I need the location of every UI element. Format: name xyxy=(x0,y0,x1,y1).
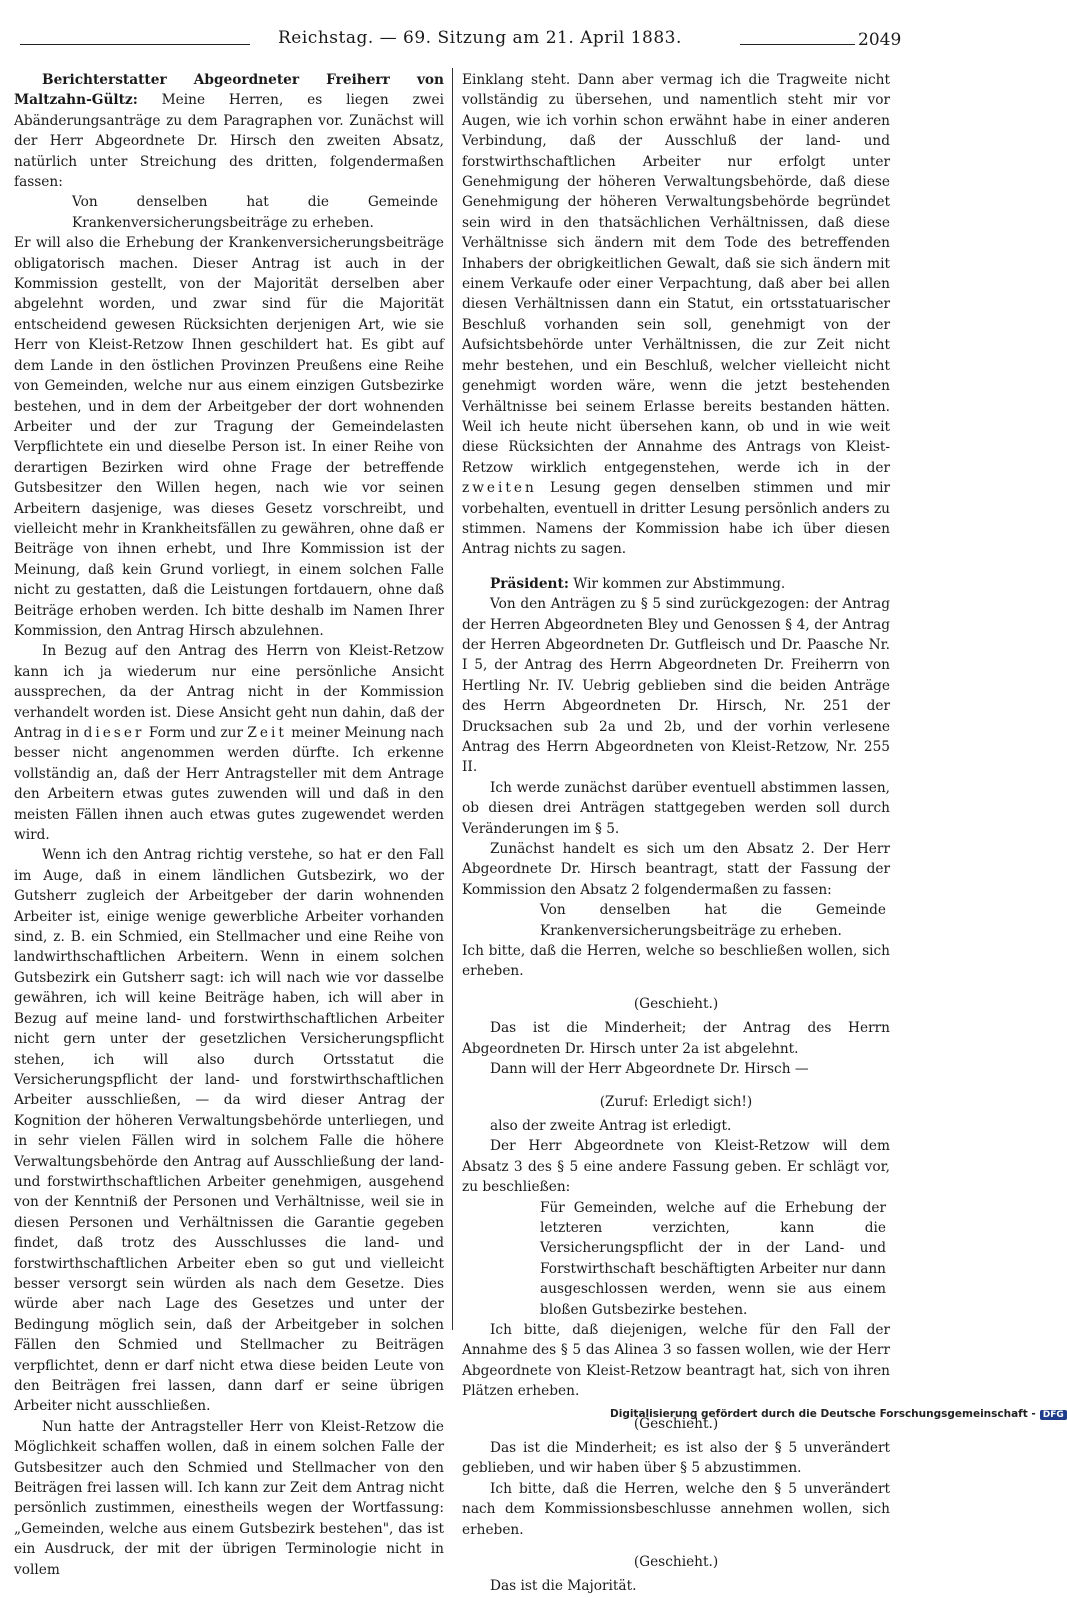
right-column xyxy=(462,70,890,1597)
paragraph xyxy=(462,70,890,560)
paragraph-text: Lesung gegen denselben stimmen und mir vorbehalten, eventuell in dritter Lesung persönlich anders zu stimmen. Namens der Kommission habe ich über diesen Antrag nichts zu sagen. xyxy=(462,480,890,558)
paragraph-text: Einklang steht. Dann aber vermag ich die Tragweite nicht vollständig zu übersehen, und namentlich steht mir vor Augen, wie ich vorhin schon erwähnt habe in einer anderen Verbindung, daß der Ausschluß der land- und forstwirthschaftlichen Arbeiter nur erfolgt unter Genehmigung der höheren Verwaltungsbehörde, daß diese Genehmigung der höheren Verwaltungsbehörde begründet sein wird in den thatsächlichen Verhältnissen, daß diese Verhältnisse sich ändern mit dem Tode des betreffenden Inhabers der obrigkeitlichen Gewalt, daß sie sich ändern mit einem Verkaufe oder einer Verpachtung, daß aber bei allen diesen Verhältnissen dann ein Statut, ein ortsstatuarischer Beschluß vorhanden sein soll, genehmigt von der Aufsichtsbehörde unter Verhältnissen, die zur Zeit nicht mehr bestehen, und ein Beschluß, welcher vielleicht nicht genehmigt worden wäre, wenn die jetzt bestehenden Verhältnisse bei seinem Erlasse bereits bestanden hätten. Weil ich heute nicht übersehen kann, ob und in wie weit diese Rücksichten der Annahme des Antrags von Kleist-Retzow wirklich entgegenstehen, werde ich in der xyxy=(462,72,890,476)
header-rule-right xyxy=(740,44,855,45)
paragraph: Das ist die Minderheit; es ist also der § 5 unverändert geblieben, und wir haben über § 5 abzustimmen. xyxy=(462,1440,890,1477)
paragraph-text: In Bezug auf den Antrag des Herrn von Kleist-Retzow kann ich ja wiederum nur eine persönliche Ansicht aussprechen, da der Antrag nicht in der Kommission verhandelt worden ist. Diese Ansicht geht nun dahin, daß der Antrag in xyxy=(14,643,444,741)
paragraph: Zunächst handelt es sich um den Absatz 2. Der Herr Abgeordnete Dr. Hirsch beantragt, statt der Fassung der Kommission den Absatz 2 folgendermaßen zu fassen: xyxy=(462,841,890,898)
footer-text: Digitalisierung gefördert durch die Deutsche Forschungsgemeinschaft - xyxy=(610,1408,1036,1420)
paragraph: Ich werde zunächst darüber eventuell abstimmen lassen, ob diesen drei Anträgen stattgegeben werden soll durch Veränderungen im § 5. xyxy=(462,779,890,837)
spaced-emphasis: Zeit xyxy=(247,725,287,741)
quoted-motion: Von denselben hat die Gemeinde Krankenversicherungsbeiträge zu erheben. xyxy=(540,902,886,939)
quoted-motion: Für Gemeinden, welche auf die Erhebung der letzteren verzichten, kann die Versicherungspflicht der in der Land- und Forstwirthschaft beschäftigten Arbeiter nur dann ausgeschlossen werden, wenn sie aus einem bloßen Gutsbezirke bestehen. xyxy=(540,1199,886,1318)
paragraph-text: Form und zur xyxy=(144,725,248,741)
paragraph: Das ist die Majorität. xyxy=(490,1578,637,1595)
column-divider xyxy=(452,68,453,1330)
page-number: 2049 xyxy=(858,30,902,50)
paragraph: also der zweite Antrag ist erledigt. xyxy=(490,1117,732,1134)
speaker-name: Präsident: xyxy=(490,575,569,592)
paragraph: Wenn ich den Antrag richtig verstehe, so hat er den Fall im Auge, daß in einem ländlichen Gutsbezirk, wo der Gutsherr zugleich der Arbeitgeber der darin wohnenden Arbeiter ist, einige wenige gewerbliche Arbeiter vorhanden sind, z. B. ein Schmied, ein Stellmacher und eine Reihe von landwirthschaftlichen Arbeitern. Wenn in einem solchen Gutsbezirk ein Gutsherr sagt: ich will nach wie vor dasselbe gewähren, ich will keine Beiträge haben, ich will aber in Bezug auf meine land- und forstwirthschaftlichen Arbeiter nicht gern unter der gesetzlichen Versicherungspflicht stehen, ich will also durch Ortsstatut die Versicherungspflicht der land- und forstwirthschaftlichen Arbeiter ausschließen, — da wird dieser Antrag der Kognition der höheren Verwaltungsbehörde unterliegen, und in sehr vielen Fällen wird in solchem Falle die höhere Verwaltungsbehörde den Antrag auf Ausschließung der land- und forstwirthschaftlichen Arbeiter genehmigen, ausgehend von der Kenntniß der Personen und Verhältnisse, weil sie in diesen Personen und Verhältnissen die Garantie gegeben findet, daß trotz des Ausschlusses die land- und forstwirthschaftlichen Arbeiter eben so gut und vielleicht besser versorgt sein würden als nach dem Gesetze. Dies würde aber nach Lage des Gesetzes und unter der Bedingung möglich sein, daß der Arbeitgeber in solchen Fällen den Schmied und Stellmacher zu Beiträgen verpflichtet, denn er darf nicht etwa diese beiden Leute von den Beiträgen frei lassen, dann darf er seine übrigen Arbeiter nicht ausschließen. xyxy=(14,847,444,1415)
dfg-logo: DFG xyxy=(1040,1410,1067,1420)
header-rule-left xyxy=(20,44,250,45)
paragraph: Ich bitte, daß diejenigen, welche für den Fall der Annahme des § 5 das Alinea 3 so fassen wollen, wie der Herr Abgeordnete von Kleist-Retzow beantragt hat, sich von ihren Plätzen erheben. xyxy=(462,1321,890,1400)
speaker-name: Berichterstatter Abgeordneter Freiherr von Maltzahn-Gültz: xyxy=(14,72,444,109)
stage-direction: (Geschieht.) xyxy=(633,995,719,1012)
spaced-emphasis: dieser xyxy=(83,725,145,741)
digitization-footer xyxy=(610,1408,1064,1420)
page-header xyxy=(20,28,902,58)
paragraph-text: Meine Herren, es liegen zwei Abänderungsanträge zu dem Paragraphen vor. Zunächst will der Herr Abgeordnete Dr. Hirsch den zweiten Absatz, natürlich unter Streichung des dritten, folgendermaßen fassen: xyxy=(14,92,444,191)
stage-direction: (Geschieht.) xyxy=(633,1554,719,1571)
paragraph xyxy=(14,641,444,845)
stage-direction: (Geschieht.) xyxy=(633,1415,719,1432)
paragraph: Ich bitte, daß die Herren, welche so beschließen wollen, sich erheben. xyxy=(462,943,890,980)
paragraph: Nun hatte der Antragsteller Herr von Kleist-Retzow die Möglichkeit schaffen wollen, daß in einem solchen Falle der Gutsbesitzer auch den Schmied und Stellmacher von den Beiträgen frei lassen will. Ich kann zur Zeit dem Antrag nicht persönlich zustimmen, einestheils wegen der Wortfassung: „Gemeinden, welche aus einem Gutsbezirk bestehen", das ist ein Ausdruck, der mit der übrigen Terminologie nicht in vollem xyxy=(14,1418,444,1578)
paragraph: Ich bitte, daß die Herren, welche den § 5 unverändert nach dem Kommissionsbeschlusse annehmen wollen, sich erheben. xyxy=(462,1480,890,1538)
stage-direction: (Zuruf: Erledigt sich!) xyxy=(599,1093,753,1110)
paragraph: Der Herr Abgeordnete von Kleist-Retzow will dem Absatz 3 des § 5 eine andere Fassung geben. Er schlägt vor, zu beschließen: xyxy=(462,1138,890,1196)
quoted-motion: Von denselben hat die Gemeinde Krankenversicherungsbeiträge zu erheben. xyxy=(72,194,438,231)
paragraph: Von den Anträgen zu § 5 sind zurückgezogen: der Antrag der Herren Abgeordneten Bley und Genossen § 4, der Antrag der Herren Abgeordneten Dr. Gutfleisch und Dr. Paasche Nr. I 5, der Antrag des Herrn Abgeordneten Dr. Freiherrn von Hertling Nr. IV. Uebrig geblieben sind die beiden Anträge des Herrn Abgeordneten Dr. Hirsch, Nr. 251 der Drucksachen sub 2a und 2b, und der vorhin verlesene Antrag des Herrn Abgeordneten von Kleist-Retzow, Nr. 255 II. xyxy=(462,596,890,776)
left-column xyxy=(14,70,444,1580)
paragraph: Dann will der Herr Abgeordnete Dr. Hirsch — xyxy=(490,1061,809,1078)
paragraph-text: meiner Meinung nach besser nicht angenommen werden dürfte. Ich erkenne vollständig an, daß der Herr Antragsteller mit dem Antrage den Arbeitern etwas gutes zuwenden will und daß in den meisten Fällen ihnen auch etwas gutes zugewendet werden wird. xyxy=(14,725,445,844)
paragraph-text: Wir kommen zur Abstimmung. xyxy=(568,575,786,592)
paragraph: Er will also die Erhebung der Krankenversicherungsbeiträge obligatorisch machen. Dieser Antrag ist auch in der Kommission gestellt, von der Majorität derselben aber abgelehnt worden, und zwar sind für die Majorität entscheidend gewesen Rücksichten derjenigen Art, wie sie Herr von Kleist-Retzow Ihnen geschildert hat. Es gibt auf dem Lande in den östlichen Provinzen Preußens eine Reihe von Gemeinden, welche nur aus einem einzigen Gutsbezirke bestehen, und in dem der Arbeitgeber der dort wohnenden Arbeiter und der zur Tragung der Gemeindelasten Verpflichtete ein und dieselbe Person ist. In einer Reihe von derartigen Bezirken wird ohne Frage der betreffende Gutsbesitzer den Willen hegen, nach wie vor seinen Arbeitern dasjenige, was dieses Gesetz vorschreibt, und vielleicht mehr in Krankheitsfällen zu gewähren, ohne daß er Beiträge von ihnen erhebt, und Ihre Kommission ist der Meinung, daß kein Grund vorliegt, in einem solchen Falle nicht zu gestatten, daß die Leistungen fortdauern, ohne daß Beiträge erhoben werden. Ich bitte deshalb im Namen Ihrer Kommission, den Antrag Hirsch abzulehnen. xyxy=(14,235,444,639)
paragraph xyxy=(14,70,444,192)
paragraph xyxy=(462,574,890,594)
page-title: Reichstag. — 69. Sitzung am 21. April 1883. xyxy=(278,28,682,48)
paragraph: Das ist die Minderheit; der Antrag des Herrn Abgeordneten Dr. Hirsch unter 2a ist abgelehnt. xyxy=(462,1020,890,1057)
spaced-emphasis: zweiten xyxy=(462,480,537,497)
